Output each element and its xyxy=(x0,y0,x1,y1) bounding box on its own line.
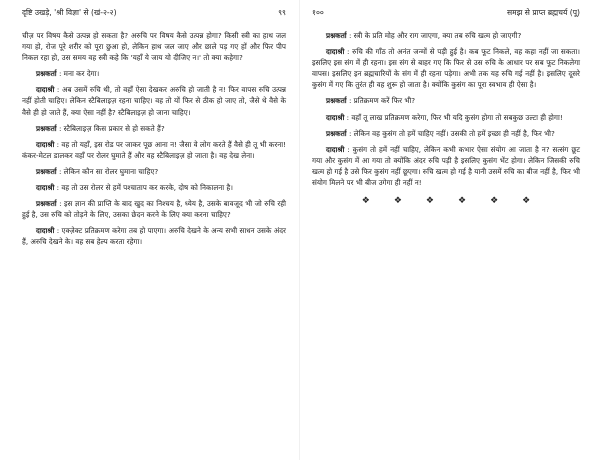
diamond-ornament-icon: ❖ xyxy=(425,196,434,207)
dialogue-paragraph: प्रश्नकर्ता : स्त्री के प्रति मोह और राग जाएगा, क्या तब रुचि खत्म हो जाएगी? xyxy=(326,31,522,40)
paragraph-text: रुचि की गाँठ तो अनंत जन्मों से पड़ी हुई है। कब फूट निकले, वह कहा नहीं जा सकता। इसलिए इस संग में ही रहना। इस संग से बाहर गए कि फिर से उस रुचि के आधार पर सब फूट निकलेगा वापस। इसलिए इन ब्रह्मचारियों के संग में ही रहना पड़ेगा। अभी तक यह रुचि गई नहीं है। इसलिए दूसरे कुसंग में गए कि तुरंत ही वह शुरू हो जाता है। क्योंकि कुसंग का पूरा स्वभाव ही ऐसा है। xyxy=(312,47,580,90)
dialogue-paragraph: प्रश्नकर्ता : स्टैबिलाइज़ किस प्रकार से हो सकते हैं? xyxy=(36,123,165,133)
dialogue-paragraph: दादाश्री : अब उसमें रुचि थी, तो वहाँ ऐसा देखकर अरुचि हो जाती है न! फिर वापस रुचि उत्पन्न नहीं होती चाहिए। लेकिन स्टैबिलाइज़ रहना चाहिए। वह तो यों फिर से ठीक हो जाए तो, जैसे थे वैसे के वैसे ही हो जाते हैं, क्या ऐसा नहीं है? स्टैबिलाइज़ हो जाना चाहिए। xyxy=(22,85,286,117)
left-header-title: दृष्टि उखड़े, 'श्री विज्ञा' से (खं-२-२) xyxy=(22,8,117,17)
speaker-label: प्रश्नकर्ता xyxy=(36,69,57,79)
speaker-label: दादाश्री xyxy=(326,112,345,122)
dialogue-paragraph: दादाश्री : एक्ज़ेक्ट प्रतिक्रमण करेगा तब हो पाएगा। अरुचि देखने के अन्य सभी साधन उसके अंदर हैं, अरुचि देखने के। वह सब हेल्प करता रहेगा। xyxy=(22,226,286,247)
paragraph-text: चीज़ पर विषय कैसे उत्पन्न हो सकता है? अरुचि पर विषय कैसे उत्पन्न होगा? किसी स्त्री का हाथ जल गया हो, रोज पूरे शरीर को पूरा छुआ हो, लेकिन हाथ जल जाए और छाले पड़ गए हों और फिर पीप निकल रहा हो, उस समय वह स्त्री कहे कि 'यहाँ ये जाय यो दीजिए न।' तो क्या कहेगा? xyxy=(22,31,286,63)
speaker-label: दादाश्री xyxy=(36,85,55,95)
speaker-label: दादाश्री xyxy=(36,183,55,193)
paragraph-text: स्त्री के प्रति मोह और राग जाएगा, क्या तब रुचि खत्म हो जाएगी? xyxy=(353,31,522,40)
dialogue-paragraph: प्रश्नकर्ता : इस ज्ञान की प्राप्ति के बाद खुद का निश्चय है, ध्येय है, उसके बावजूद भी जो रुचि रही हुई है, उस रुचि को तोड़ने के लिए, उसका छेदन करने के लिए क्या करना चाहिए? xyxy=(22,199,286,220)
diamond-ornament-icon: ❖ xyxy=(522,196,531,207)
speaker-label: प्रश्नकर्ता xyxy=(326,128,347,138)
paragraph-text: स्टैबिलाइज़ किस प्रकार से हो सकते हैं? xyxy=(63,123,165,133)
dialogue-paragraph: दादाश्री : वह तो उस रोलर से हमें पश्चाताप कर करके, दोष को निकालना है। xyxy=(36,183,233,193)
speaker-label: प्रश्नकर्ता xyxy=(36,166,57,176)
paragraph-text: वह तो यहाँ, इस रोड पर जाकर पूछ आना न! जैसा वे लोग करते हैं वैसे ही तू भी करना! कंकर-मेटल डालकर वहाँ पर रोलर घुमाते हैं और वह स्टैबिलाइज़ हो जाता है। वह देख लेना। xyxy=(22,139,286,160)
dialogue-paragraph: दादाश्री : रुचि की गाँठ तो अनंत जन्मों से पड़ी हुई है। कब फूट निकले, वह कहा नहीं जा सकता। इसलिए इस संग में ही रहना। इस संग से बाहर गए कि फिर से उस रुचि के आधार पर सब फूट निकलेगा वापस। इसलिए इन ब्रह्मचारियों के संग में ही रहना पड़ेगा। अभी तक यह रुचि गई नहीं है। इसलिए दूसरे कुसंग में गए कि तुरंत ही वह शुरू हो जाता है। क्योंकि कुसंग का पूरा स्वभाव ही ऐसा है। xyxy=(312,47,580,90)
paragraph-text: मना कर देगा। xyxy=(63,69,100,79)
speaker-label: प्रश्नकर्ता xyxy=(326,96,347,106)
paragraph-text: वह तो उस रोलर से हमें पश्चाताप कर करके, दोष को निकालना है। xyxy=(61,183,233,193)
section-end-ornament xyxy=(312,196,580,206)
paragraph-text: लेकिन वह कुसंग तो हमें चाहिए नहीं। उसकी तो हमें इच्छा ही नहीं है, फिर भी? xyxy=(353,128,555,138)
dialogue-paragraph: प्रश्नकर्ता : प्रतिक्रमण करें फिर भी? xyxy=(326,96,416,106)
paragraph-text: वहाँ तू लाख प्रतिक्रमण करेगा, फिर भी यदि कुसंग होगा तो सबकुछ उल्टा ही होगा! xyxy=(351,112,563,122)
dialogue-paragraph: प्रश्नकर्ता : लेकिन वह कुसंग तो हमें चाहिए नहीं। उसकी तो हमें इच्छा ही नहीं है, फिर भी? xyxy=(326,128,555,138)
diamond-ornament-icon: ❖ xyxy=(393,196,402,207)
dialogue-paragraph: दादाश्री : कुसंग तो हमें नहीं चाहिए, लेकिन कभी कभार ऐसा संयोग आ जाता है न? सत्संग छूट गया और कुसंग में आ गया तो क्योंकि अंदर रुचि पड़ी है इसलिए कुसंग भेंट होगा। लेकिन जिसकी रुचि खत्म हो गई है उसे फिर कुसंग नहीं छूएगा। रुचि खत्म हो गई है यानी उसमें रुचि का बीज नहीं है, फिर भी संयोग मिलने पर भी बीज उगेगा ही नहीं न! xyxy=(312,144,580,188)
paragraph-text: प्रतिक्रमण करें फिर भी? xyxy=(353,96,416,106)
speaker-label: दादाश्री xyxy=(326,144,345,154)
right-page xyxy=(300,0,600,460)
right-page-number: १०० xyxy=(312,8,324,17)
speaker-label: दादाश्री xyxy=(326,47,345,57)
diamond-ornament-icon: ❖ xyxy=(458,196,467,207)
paragraph xyxy=(22,30,286,63)
diamond-ornament-icon: ❖ xyxy=(490,196,499,207)
paragraph-text: अब उसमें रुचि थी, तो वहाँ ऐसा देखकर अरुचि हो जाती है न! फिर वापस रुचि उत्पन्न नहीं होती चाहिए। लेकिन स्टैबिलाइज़ रहना चाहिए। वह तो यों फिर से ठीक हो जाए तो, जैसे थे वैसे के वैसे ही हो जाते हैं, क्या ऐसा नहीं है? स्टैबिलाइज़ हो जाना चाहिए। xyxy=(22,85,286,117)
speaker-label: दादाश्री xyxy=(36,139,55,149)
dialogue-paragraph: दादाश्री : वहाँ तू लाख प्रतिक्रमण करेगा, फिर भी यदि कुसंग होगा तो सबकुछ उल्टा ही होगा! xyxy=(326,112,563,122)
speaker-label: प्रश्नकर्ता xyxy=(36,199,57,209)
paragraph-text: इस ज्ञान की प्राप्ति के बाद खुद का निश्चय है, ध्येय है, उसके बावजूद भी जो रुचि रही हुई है, उस रुचि को तोड़ने के लिए, उसका छेदन करने के लिए क्या करना चाहिए? xyxy=(22,199,286,220)
paragraph-text: लेकिन कौन सा रोलर घुमाना चाहिए? xyxy=(63,166,159,176)
dialogue-paragraph: प्रश्नकर्ता : लेकिन कौन सा रोलर घुमाना चाहिए? xyxy=(36,166,159,176)
dialogue-paragraph: दादाश्री : वह तो यहाँ, इस रोड पर जाकर पूछ आना न! जैसा वे लोग करते हैं वैसे ही तू भी करना! कंकर-मेटल डालकर वहाँ पर रोलर घुमाते हैं और वह स्टैबिलाइज़ हो जाता है। वह देख लेना। xyxy=(22,139,286,160)
speaker-label: प्रश्नकर्ता xyxy=(326,31,347,40)
dialogue-paragraph: प्रश्नकर्ता : मना कर देगा। xyxy=(36,69,100,79)
diamond-ornament-icon: ❖ xyxy=(361,196,370,207)
right-page-header xyxy=(312,8,580,18)
left-page-header xyxy=(22,8,286,18)
speaker-label: दादाश्री xyxy=(36,226,55,236)
right-header-title: समझ से प्राप्त ब्रह्मचर्य (पू) xyxy=(506,8,580,17)
paragraph-text: एक्ज़ेक्ट प्रतिक्रमण करेगा तब हो पाएगा। अरुचि देखने के अन्य सभी साधन उसके अंदर हैं, अरुचि देखने के। वह सब हेल्प करता रहेगा। xyxy=(22,226,286,247)
left-page-number: ९९ xyxy=(278,8,286,17)
paragraph-text: कुसंग तो हमें नहीं चाहिए, लेकिन कभी कभार ऐसा संयोग आ जाता है न? सत्संग छूट गया और कुसंग में आ गया तो क्योंकि अंदर रुचि पड़ी है इसलिए कुसंग भेंट होगा। लेकिन जिसकी रुचि खत्म हो गई है उसे फिर कुसंग नहीं छूएगा। रुचि खत्म हो गई है यानी उसमें रुचि का बीज नहीं है, फिर भी संयोग मिलने पर भी बीज उगेगा ही नहीं न! xyxy=(312,144,580,188)
speaker-label: प्रश्नकर्ता xyxy=(36,123,57,133)
